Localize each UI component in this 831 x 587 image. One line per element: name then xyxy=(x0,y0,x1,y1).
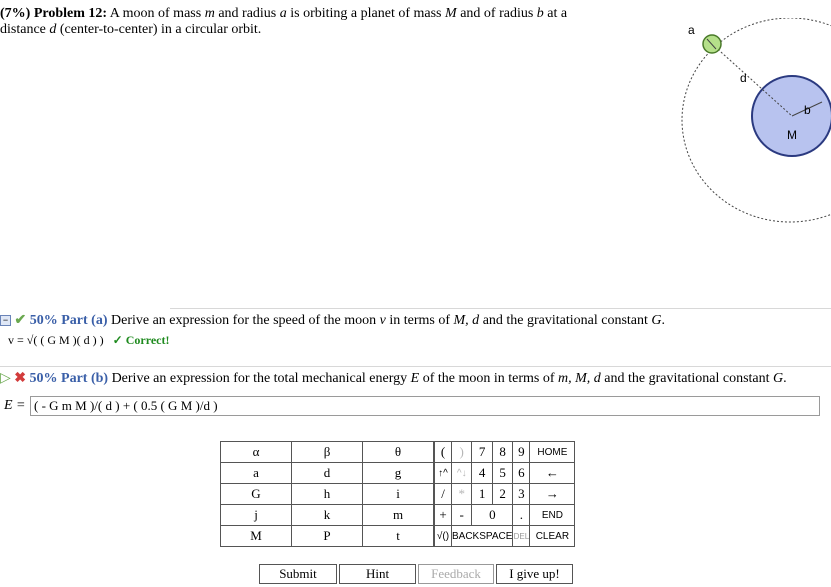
key-slash[interactable]: / xyxy=(435,484,452,505)
answer-input[interactable]: ( - G m M )/( d ) + ( 0.5 ( G M )/d ) xyxy=(30,396,820,416)
part-a-answer-line xyxy=(8,333,169,348)
label-M: M xyxy=(787,128,797,142)
expand-arrow-icon[interactable]: ▷ xyxy=(0,371,11,386)
key-left[interactable]: ← xyxy=(530,463,575,484)
label-d: d xyxy=(740,71,747,85)
problem-title: Problem 12: xyxy=(33,6,108,21)
orbit-diagram xyxy=(672,18,831,228)
checkmark-icon: ✔ xyxy=(14,313,27,328)
var-G: G xyxy=(651,313,662,328)
part-a-answer: v = √( ( G M )( d ) ) xyxy=(8,333,104,347)
part-b-text: Derive an expression for the total mechanical energy xyxy=(111,371,411,386)
planet xyxy=(752,76,831,156)
problem-text-segment: A moon of mass xyxy=(109,6,205,21)
answer-label: E = xyxy=(4,398,26,413)
key-minus[interactable]: - xyxy=(452,505,472,526)
key-end[interactable]: END xyxy=(530,505,575,526)
part-b-text: of the moon in terms of xyxy=(419,371,559,386)
key-beta[interactable]: β xyxy=(292,442,363,463)
var-a: a xyxy=(279,6,287,21)
key-dot[interactable]: . xyxy=(513,505,530,526)
key-9[interactable]: 9 xyxy=(513,442,530,463)
answer-row xyxy=(4,396,824,418)
key-t[interactable]: t xyxy=(363,526,434,547)
variable-keypad xyxy=(220,441,434,547)
operator-keypad xyxy=(434,441,575,547)
var-v: v xyxy=(379,313,386,328)
key-sqrt[interactable]: √() xyxy=(435,526,452,547)
part-a-percent: 50% Part (a) xyxy=(29,313,108,328)
key-6[interactable]: 6 xyxy=(513,463,530,484)
var-G: G xyxy=(773,371,784,386)
key-star[interactable]: * xyxy=(452,484,472,505)
problem-text-segment: at a distance xyxy=(0,6,568,37)
feedback-button[interactable]: Feedback xyxy=(418,564,494,584)
hint-button[interactable]: Hint xyxy=(339,564,416,584)
problem-text-segment: (center-to-center) in a circular orbit. xyxy=(56,22,262,37)
collapse-icon[interactable]: − xyxy=(0,315,11,326)
var-E: E xyxy=(410,371,420,386)
var-d: d xyxy=(49,22,57,37)
key-m[interactable]: m xyxy=(363,505,434,526)
key-paren-open[interactable]: ( xyxy=(435,442,452,463)
key-1[interactable]: 1 xyxy=(472,484,492,505)
key-clear[interactable]: CLEAR xyxy=(530,526,575,547)
key-8[interactable]: 8 xyxy=(492,442,512,463)
part-a-text: and the gravitational constant xyxy=(479,313,652,328)
cross-icon: ✖ xyxy=(14,371,27,386)
part-a-text: in terms of xyxy=(385,313,454,328)
var-b: b xyxy=(536,6,544,21)
key-alpha[interactable]: α xyxy=(221,442,292,463)
key-k[interactable]: k xyxy=(292,505,363,526)
part-b-text: and the gravitational constant xyxy=(600,371,774,386)
give-up-button[interactable]: I give up! xyxy=(496,564,573,584)
key-backspace[interactable]: BACKSPACE xyxy=(452,526,513,547)
key-d[interactable]: d xyxy=(292,463,363,484)
problem-text-segment: and radius xyxy=(214,6,280,21)
key-0[interactable]: 0 xyxy=(472,505,513,526)
label-a: a xyxy=(688,23,695,37)
key-del[interactable]: DEL xyxy=(513,526,530,547)
var-M: M xyxy=(445,6,457,21)
part-a-header xyxy=(0,313,665,329)
part-b-percent: 50% Part (b) xyxy=(29,371,109,386)
key-theta[interactable]: θ xyxy=(363,442,434,463)
var-m: m xyxy=(204,6,215,21)
part-a-text: Derive an expression for the speed of the moon xyxy=(111,313,380,328)
key-h[interactable]: h xyxy=(292,484,363,505)
divider xyxy=(170,308,831,309)
key-right[interactable]: → xyxy=(530,484,575,505)
key-7[interactable]: 7 xyxy=(472,442,492,463)
part-b-header xyxy=(0,371,787,387)
part-a-text: . xyxy=(661,313,666,328)
key-down[interactable]: ^↓ xyxy=(452,463,472,484)
key-P[interactable]: P xyxy=(292,526,363,547)
key-M[interactable]: M xyxy=(221,526,292,547)
key-G[interactable]: G xyxy=(221,484,292,505)
problem-percent: (7%) xyxy=(0,6,31,21)
key-g[interactable]: g xyxy=(363,463,434,484)
key-paren-close[interactable]: ) xyxy=(452,442,472,463)
divider xyxy=(0,366,831,367)
key-5[interactable]: 5 xyxy=(492,463,512,484)
key-4[interactable]: 4 xyxy=(472,463,492,484)
key-2[interactable]: 2 xyxy=(492,484,512,505)
problem-text-segment: and of radius xyxy=(456,6,537,21)
part-b-vars: m, M, d xyxy=(558,371,601,386)
part-b-text: . xyxy=(783,371,787,386)
key-plus[interactable]: + xyxy=(435,505,452,526)
part-a-vars: M, d xyxy=(453,313,480,328)
key-i[interactable]: i xyxy=(363,484,434,505)
key-home[interactable]: HOME xyxy=(530,442,575,463)
key-a[interactable]: a xyxy=(221,463,292,484)
key-up[interactable]: ↑^ xyxy=(435,463,452,484)
correct-status: ✓ Correct! xyxy=(112,333,170,347)
key-3[interactable]: 3 xyxy=(513,484,530,505)
label-b: b xyxy=(804,103,811,117)
submit-button[interactable]: Submit xyxy=(259,564,337,584)
problem-text-segment: is orbiting a planet of mass xyxy=(286,6,446,21)
problem-statement xyxy=(0,6,600,38)
key-j[interactable]: j xyxy=(221,505,292,526)
